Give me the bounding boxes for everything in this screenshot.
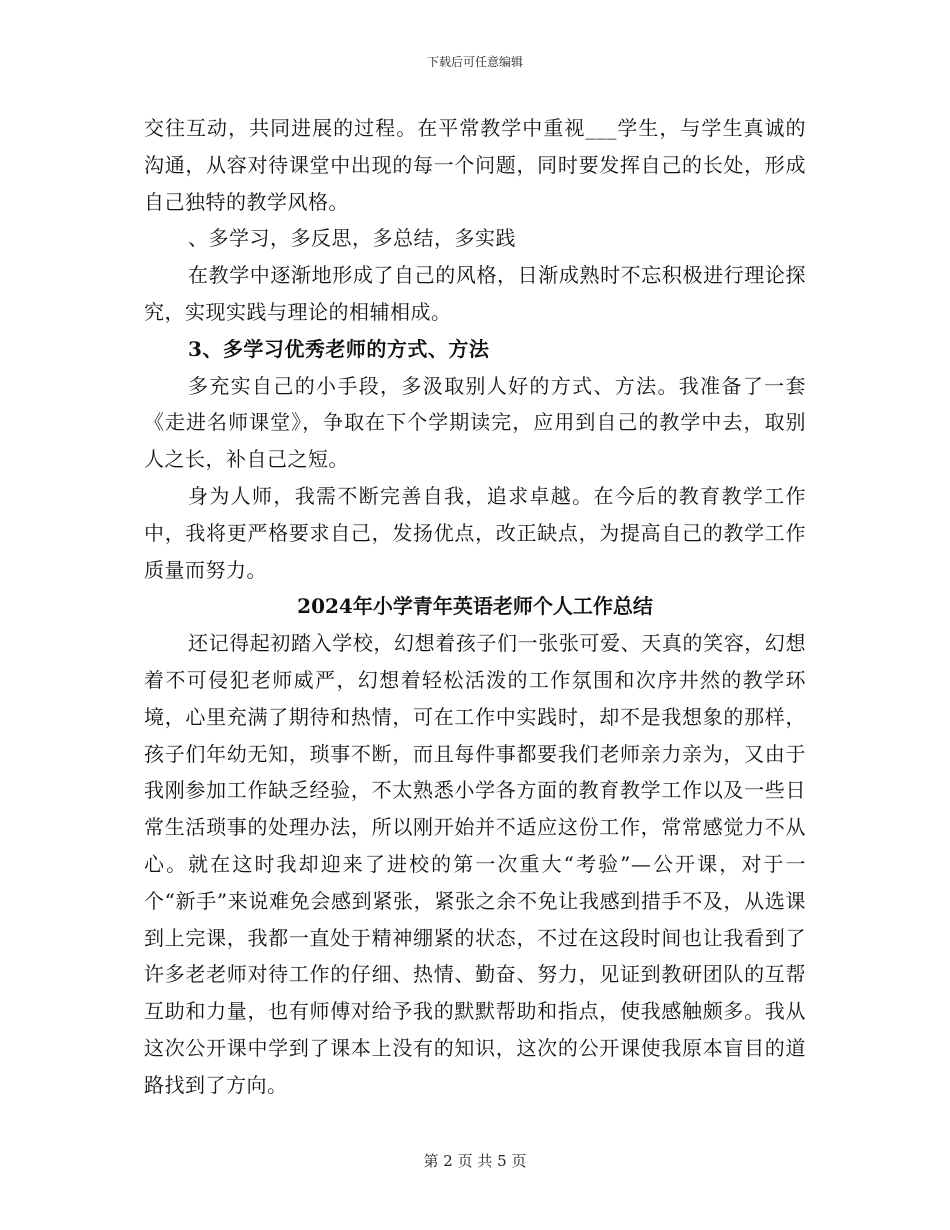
paragraph-list-item: 、多学习，多反思，多总结，多实践 <box>188 226 516 251</box>
paragraph-recollection: 还记得起初踏入学校，幻想着孩子们一张张可爱、天真的笑容，幻想着不可侵犯老师威严，幻想着轻松活泼的工作氛围和次序井然的教学环境，心里充满了期待和热情，可在工作中实践时，却不是我想象的那样，孩子们年幼无知，琐事不断，而且每件事都要我们老师亲力亲为，又由于我刚参加工作缺乏经验，不太熟悉小学各方面的教育教学工作以及一些日常生活琐事的处理办法，所以刚开始并不适应这份工作，常常感觉力不从心。就在这时我却迎来了进校的第一次重大“考验”—公开课，对于一个“新手”来说难免会感到紧张，紧张之余不免让我感到措手不及，从选课到上完课，我都一直处于精神绷紧的状态，不过在这段时间也让我看到了许多老老师对待工作的仔细、热情、勤奋、努力，见证到教研团队的互帮互助和力量，也有师傅对给予我的默默帮助和指点，使我感触颇多。我从这次公开课中学到了课本上没有的知识，这次的公开课使我原本盲目的道路找到了方向。 <box>144 631 806 1097</box>
paragraph-style: 在教学中逐渐地形成了自己的风格，日渐成熟时不忘积极进行理论探究，实现实践与理论的相辅相成。 <box>144 263 806 324</box>
subheading-learn-methods: 3、多学习优秀老师的方式、方法 <box>188 336 490 361</box>
paragraph-continuation: 交往互动，共同进展的过程。在平常教学中重视___学生，与学生真诚的沟通，从容对待课堂中出现的每一个问题，同时要发挥自己的长处，形成自己独特的教学风格。 <box>144 116 806 214</box>
paragraph-improve: 身为人师，我需不断完善自我，追求卓越。在今后的教育教学工作中，我将更严格要求自己，发扬优点，改正缺点，为提高自己的教学工作质量而努力。 <box>144 483 806 582</box>
page-header: 下载后可任意编辑 <box>426 55 523 69</box>
page-footer: 第 2 页 共 5 页 <box>423 1152 527 1170</box>
document-body <box>144 110 806 1104</box>
paragraph-enrich: 多充实自己的小手段，多汲取别人好的方式、方法。我准备了一套《走进名师课堂》，争取在下个学期读完，应用到自己的教学中去，取别人之长，补自己之短。 <box>144 373 806 472</box>
section-title: 2024年小学青年英语老师个人工作总结 <box>297 594 653 619</box>
